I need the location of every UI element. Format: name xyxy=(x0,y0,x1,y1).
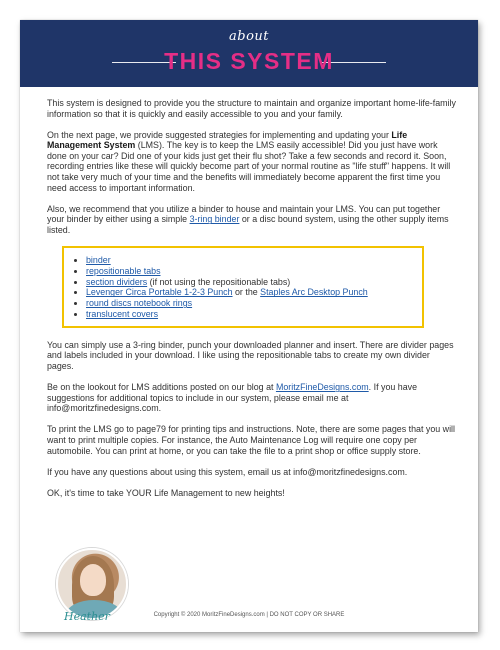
strategy-text-end: (LMS). The key is to keep the LMS easily accessible! Did you just have work done on your car? Did one of your kids just get their flu shot? Take a few seconds and record it. Soon, recording entries like these will quickly become part of your normal routine as "life stuff" happens. It will not take very much of your time and the benefits will immediately become apparent the first time you need access to important information. xyxy=(47,140,451,193)
binder-link[interactable]: binder xyxy=(86,255,111,266)
closing-paragraph: OK, it's time to take YOUR Life Management to new heights! xyxy=(47,487,285,498)
repositionable-tabs-link[interactable]: repositionable tabs xyxy=(86,265,161,276)
blog-text-end: . If you have suggestions for additional topics to include in our system, please email me at info@moritzfinedesigns.com. xyxy=(47,382,418,414)
binder-text-start: Also, we recommend that you utilize a binder to house and maintain your LMS. You can put together your binder by either using a simple xyxy=(47,203,441,225)
lms-name: Life Management System xyxy=(47,129,408,151)
staples-punch-link[interactable]: Staples Arc Desktop Punch xyxy=(260,287,368,298)
list-item xyxy=(86,298,412,309)
binder-text-end: or a disc bound system, using the other supply items listed. xyxy=(47,214,449,235)
blog-text-start: Be on the lookout for LMS additions posted on our blog at xyxy=(47,382,276,393)
binder-paragraph xyxy=(47,204,457,236)
disc-rings-link[interactable]: round discs notebook rings xyxy=(86,298,193,309)
body-content xyxy=(47,98,457,509)
or-text: or the xyxy=(232,287,261,298)
three-ring-binder-link[interactable]: 3-ring binder xyxy=(189,214,240,225)
author-signature: Heather xyxy=(64,610,110,623)
list-item xyxy=(86,255,412,266)
supply-list xyxy=(74,255,412,320)
section-dividers-link[interactable]: section dividers xyxy=(86,276,148,287)
supply-list-box xyxy=(62,246,424,328)
usage-paragraph: You can simply use a 3-ring binder, punch your downloaded planner and insert. There are divider pages and labels included in your download. I like using the repositionable tabs to create my own divider pages. xyxy=(47,339,454,371)
printing-paragraph: To print the LMS go to page79 for printing tips and instructions. Note, there are some pages that you will want to print multiple copies. For instance, the Auto Maintenance Log will require one copy per automobile. You can print at home, or you can take the file to a print shop or office supply store. xyxy=(47,424,455,456)
list-item xyxy=(86,277,412,288)
copyright-footer: Copyright © 2020 MoritzFineDesigns.com | DO NOT COPY OR SHARE xyxy=(153,612,345,618)
list-item xyxy=(86,309,412,320)
strategy-paragraph xyxy=(47,130,457,194)
header-script-word: about xyxy=(229,29,269,44)
blog-paragraph xyxy=(47,382,457,414)
blog-link[interactable]: MoritzFineDesigns.com xyxy=(275,382,369,393)
questions-paragraph: If you have any questions about using this system, email us at info@moritzfinedesigns.com. xyxy=(47,466,408,477)
document-page xyxy=(20,20,478,632)
list-item xyxy=(86,266,412,277)
strategy-text-start: On the next page, we provide suggested strategies for implementing and updating your xyxy=(47,129,392,140)
dividers-note: (if not using the repositionable tabs) xyxy=(147,276,291,287)
header-banner xyxy=(20,20,478,87)
levenger-punch-link[interactable]: Levenger Circa Portable 1-2-3 Punch xyxy=(86,287,233,298)
translucent-covers-link[interactable]: translucent covers xyxy=(86,309,159,320)
list-item xyxy=(86,287,412,298)
page-title: THIS SYSTEM xyxy=(164,48,334,74)
intro-paragraph: This system is designed to provide you the structure to maintain and organize important home-life-family information so that it is quickly and easily accessible to you and your family. xyxy=(47,98,456,119)
avatar-face xyxy=(80,564,106,596)
